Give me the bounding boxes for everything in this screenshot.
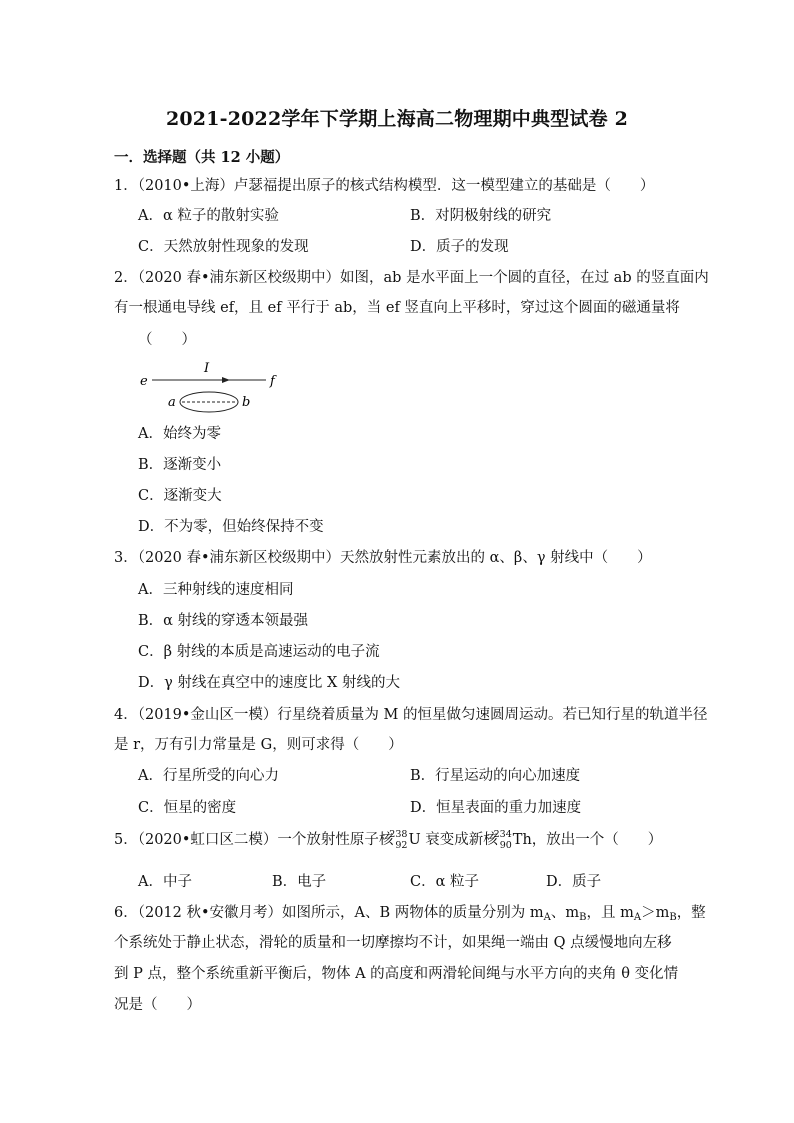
isotope-atomic-number: 92 <box>395 839 408 851</box>
isotope-thorium <box>493 829 512 851</box>
isotope-symbol: Th <box>512 832 532 848</box>
question-2-option-c: C．逐渐变大 <box>138 488 222 504</box>
question-6-stem-line-2: 个系统处于静止状态，滑轮的质量和一切摩擦均不计，如果绳一端由 Q 点缓慢地向左移 <box>114 935 672 951</box>
wire-and-circle-figure <box>138 358 288 418</box>
question-6-stem-line-3: 到 P 点，整个系统重新平衡后，物体 A 的高度和两滑轮间绳与水平方向的夹角 θ 变化情 <box>114 966 679 982</box>
subscript-a: A <box>543 912 551 923</box>
question-3-option-b: B．α 射线的穿透本领最强 <box>138 613 309 629</box>
question-4-option-b: B．行星运动的向心加速度 <box>410 768 581 784</box>
subscript-b: B <box>579 912 587 923</box>
question-6-stem-part: ，且 m <box>586 905 634 921</box>
question-3-stem: 3．（2020 春•浦东新区校级期中）天然放射性元素放出的 α、β、γ 射线中（ ） <box>114 550 652 566</box>
section-heading: 一．选择题（共 12 小题） <box>114 149 290 166</box>
question-3-option-a: A．三种射线的速度相同 <box>138 582 294 598</box>
question-2-stem-line-1: 2．（2020 春•浦东新区校级期中）如图，ab 是水平面上一个圆的直径，在过 ab 的竖直面内 <box>114 270 709 286</box>
question-6-stem-part: 6．（2012 秋•安徽月考）如图所示，A、B 两物体的质量分别为 m <box>114 905 544 921</box>
question-4-stem-line-2: 是 r，万有引力常量是 G，则可求得（ ） <box>114 737 403 753</box>
question-5-stem-part-3: ，放出一个（ ） <box>531 832 663 848</box>
isotope-mass-number: 238 <box>389 829 408 840</box>
question-5-stem-part-2: 衰变成新核 <box>420 832 498 848</box>
question-1-option-c: C．天然放射性现象的发现 <box>138 239 309 255</box>
question-5-option-c: C．α 粒子 <box>410 874 479 890</box>
question-4-option-d: D．恒星表面的重力加速度 <box>410 800 582 816</box>
question-6-stem-part: ，整 <box>676 905 706 921</box>
question-5-stem-part-1: 5．（2020•虹口区二模）一个放射性原子核 <box>114 832 394 848</box>
question-5-option-a: A．中子 <box>138 874 192 890</box>
question-6-stem-line-4: 况是（ ） <box>114 997 201 1013</box>
question-5-stem <box>114 830 662 850</box>
question-4-option-a: A．行星所受的向心力 <box>138 768 279 784</box>
label-a: a <box>168 395 176 410</box>
label-e: e <box>140 374 148 389</box>
label-f: f <box>270 374 275 389</box>
current-arrow-icon <box>222 377 230 383</box>
question-2-stem-line-3: （ ） <box>138 332 196 348</box>
question-2-option-a: A．始终为零 <box>138 426 221 442</box>
question-6-stem-part: ＞m <box>641 905 670 921</box>
isotope-mass-number: 234 <box>493 829 512 840</box>
question-1-stem: 1．（2010•上海）卢瑟福提出原子的核式结构模型．这一模型建立的基础是（ ） <box>114 178 655 194</box>
question-6-stem-line-1 <box>114 903 706 928</box>
question-4-option-c: C．恒星的密度 <box>138 800 237 816</box>
question-1-option-b: B．对阴极射线的研究 <box>410 208 552 224</box>
page-title: 2021-2022学年下学期上海高二物理期中典型试卷 2 <box>165 108 629 130</box>
isotope-uranium <box>389 829 408 851</box>
question-1-option-d: D．质子的发现 <box>410 239 509 255</box>
subscript-a: A <box>633 912 642 923</box>
question-2-option-b: B．逐渐变小 <box>138 457 222 473</box>
isotope-symbol: U <box>408 832 421 848</box>
question-5-option-d: D．质子 <box>546 874 602 890</box>
question-5-option-b: B．电子 <box>272 874 327 890</box>
subscript-b: B <box>669 912 677 923</box>
isotope-atomic-number: 90 <box>499 839 512 851</box>
question-1-option-a: A．α 粒子的散射实验 <box>138 208 279 224</box>
question-6-stem-part: 、m <box>550 905 580 921</box>
question-3-option-d: D．γ 射线在真空中的速度比 X 射线的大 <box>138 675 400 691</box>
question-2-stem-line-2: 有一根通电导线 ef，且 ef 平行于 ab，当 ef 竖直向上平移时，穿过这个圆面的磁通量将 <box>114 300 680 316</box>
question-4-stem-line-1: 4．（2019•金山区一模）行星绕着质量为 M 的恒星做匀速圆周运动。若已知行星的轨道半径 <box>114 707 708 723</box>
label-i: I <box>204 361 210 376</box>
label-b: b <box>242 395 251 410</box>
question-2-option-d: D．不为零，但始终保持不变 <box>138 519 324 535</box>
question-3-option-c: C．β 射线的本质是高速运动的电子流 <box>138 644 380 660</box>
